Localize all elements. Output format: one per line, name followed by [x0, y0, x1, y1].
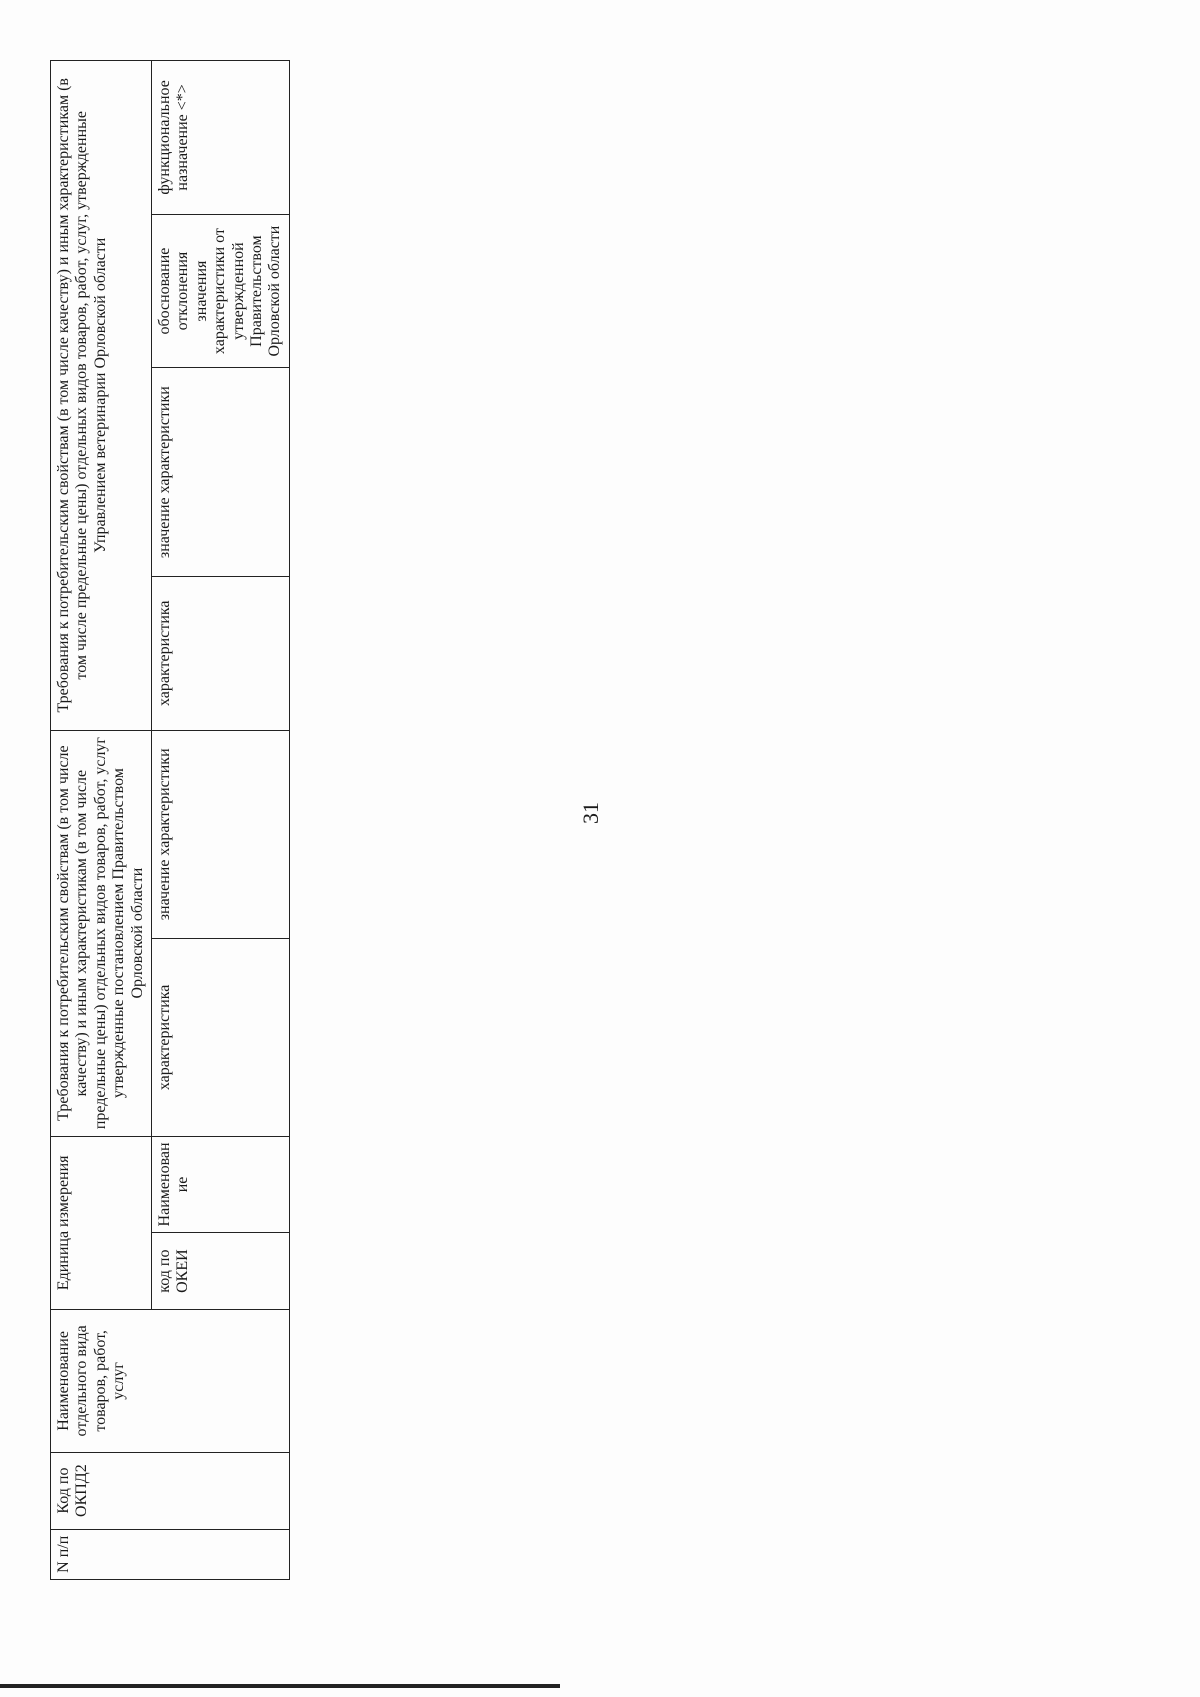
header-req-vet: Требования к потребительским свойствам (в том числе качеству) и иным характеристикам (в том числе предельные цены) отдельных видов товаров, работ, услуг, утвержденные Управлением ветеринарии Орловской области: [51, 61, 152, 731]
header-row-1: [51, 61, 152, 1580]
bottom-rule: [0, 1684, 560, 1688]
header-req-vet-value: значение характеристики: [151, 368, 289, 577]
rotated-table-inner: [50, 36, 1150, 1596]
requirements-table: [50, 60, 290, 1580]
header-unit: Единица измерения: [51, 1136, 152, 1309]
header-req-vet-justify: обоснование отклонения значения характеристики от утвержденной Правительством Орловской области: [151, 214, 289, 368]
header-num: N п/п: [51, 1529, 290, 1579]
header-req-vet-char: характеристика: [151, 576, 289, 730]
header-req-vet-purpose: функциональное назначение <*>: [151, 61, 289, 215]
page-number: 31: [578, 802, 603, 824]
header-req-gov-value: значение характеристики: [151, 730, 289, 939]
header-unit-name: Наименование: [151, 1136, 289, 1233]
header-okpd2: Код по ОКПД2: [51, 1452, 290, 1529]
header-unit-code: код по ОКЕИ: [151, 1233, 289, 1310]
header-req-gov-char: характеристика: [151, 939, 289, 1137]
rotated-table-wrapper: [50, 36, 1150, 1596]
header-item-name: Наименование отдельного вида товаров, работ, услуг: [51, 1310, 290, 1453]
header-req-gov: Требования к потребительским свойствам (в том числе качеству) и иным характеристикам (в том числе предельные цены) отдельных видов товаров, работ, услуг утвержденные постановлением Правительством Орловской области: [51, 730, 152, 1136]
